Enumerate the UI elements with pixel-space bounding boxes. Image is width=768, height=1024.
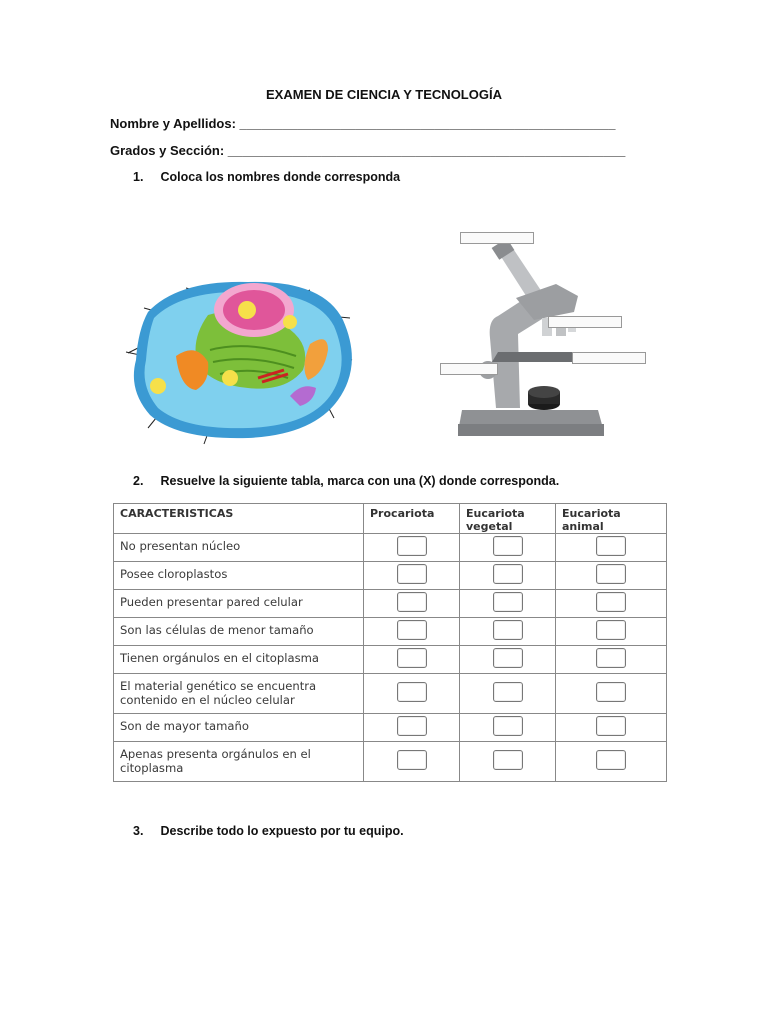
- question-2: [133, 474, 559, 488]
- question-3: [133, 824, 404, 838]
- row-label: Pueden presentar pared celular: [114, 590, 364, 618]
- name-field[interactable]: Nombre y Apellidos: ____________________________________________________: [110, 116, 616, 131]
- row-label: El material genético se encuentra contenido en el núcleo celular: [114, 674, 364, 714]
- row-label: Son de mayor tamaño: [114, 714, 364, 742]
- checkbox[interactable]: [596, 536, 626, 556]
- question-1: [133, 170, 400, 184]
- checkbox[interactable]: [493, 648, 523, 668]
- page-title: EXAMEN DE CIENCIA Y TECNOLOGÍA: [266, 87, 502, 102]
- microscope-image: [438, 228, 648, 458]
- question-number: 1.: [133, 170, 144, 184]
- table-row: [114, 714, 667, 742]
- question-text: Describe todo lo expuesto por tu equipo.: [160, 824, 404, 838]
- table-row: [114, 742, 667, 782]
- checkbox[interactable]: [596, 564, 626, 584]
- microscope-label-box[interactable]: [440, 363, 498, 375]
- checkbox[interactable]: [493, 750, 523, 770]
- checkbox[interactable]: [596, 750, 626, 770]
- table-header: Procariota: [364, 504, 460, 534]
- checkbox[interactable]: [397, 536, 427, 556]
- checkbox[interactable]: [493, 592, 523, 612]
- question-text: Coloca los nombres donde corresponda: [160, 170, 401, 184]
- checkbox[interactable]: [493, 620, 523, 640]
- checkbox[interactable]: [596, 716, 626, 736]
- table-row: [114, 618, 667, 646]
- table-row: [114, 590, 667, 618]
- table-row: [114, 674, 667, 714]
- table-row: [114, 562, 667, 590]
- checkbox[interactable]: [596, 620, 626, 640]
- checkbox[interactable]: [493, 716, 523, 736]
- checkbox[interactable]: [596, 648, 626, 668]
- table-row: [114, 646, 667, 674]
- table-header: Eucariota vegetal: [460, 504, 556, 534]
- checkbox[interactable]: [397, 750, 427, 770]
- checkbox[interactable]: [493, 536, 523, 556]
- question-number: 3.: [133, 824, 144, 838]
- grade-field[interactable]: Grados y Sección: _______________________________________________________: [110, 143, 626, 158]
- row-label: No presentan núcleo: [114, 534, 364, 562]
- table-row: [114, 534, 667, 562]
- checkbox[interactable]: [397, 648, 427, 668]
- table-header-row: [114, 504, 667, 534]
- question-text: Resuelve la siguiente tabla, marca con una (X) donde corresponda.: [160, 474, 560, 488]
- row-label: Son las células de menor tamaño: [114, 618, 364, 646]
- checkbox[interactable]: [596, 592, 626, 612]
- checkbox[interactable]: [397, 620, 427, 640]
- row-label: Apenas presenta orgánulos en el citoplasma: [114, 742, 364, 782]
- question-number: 2.: [133, 474, 144, 488]
- table-header: Eucariota animal: [556, 504, 667, 534]
- checkbox[interactable]: [493, 564, 523, 584]
- animal-cell-image: [118, 270, 368, 450]
- row-label: Tienen orgánulos en el citoplasma: [114, 646, 364, 674]
- microscope-label-box[interactable]: [548, 316, 622, 328]
- microscope-label-box[interactable]: [460, 232, 534, 244]
- cell-types-table: [113, 503, 666, 782]
- microscope-label-box[interactable]: [572, 352, 646, 364]
- row-label: Posee cloroplastos: [114, 562, 364, 590]
- checkbox[interactable]: [397, 682, 427, 702]
- table-header: CARACTERISTICAS: [114, 504, 364, 534]
- checkbox[interactable]: [397, 592, 427, 612]
- checkbox[interactable]: [596, 682, 626, 702]
- checkbox[interactable]: [397, 716, 427, 736]
- checkbox[interactable]: [493, 682, 523, 702]
- checkbox[interactable]: [397, 564, 427, 584]
